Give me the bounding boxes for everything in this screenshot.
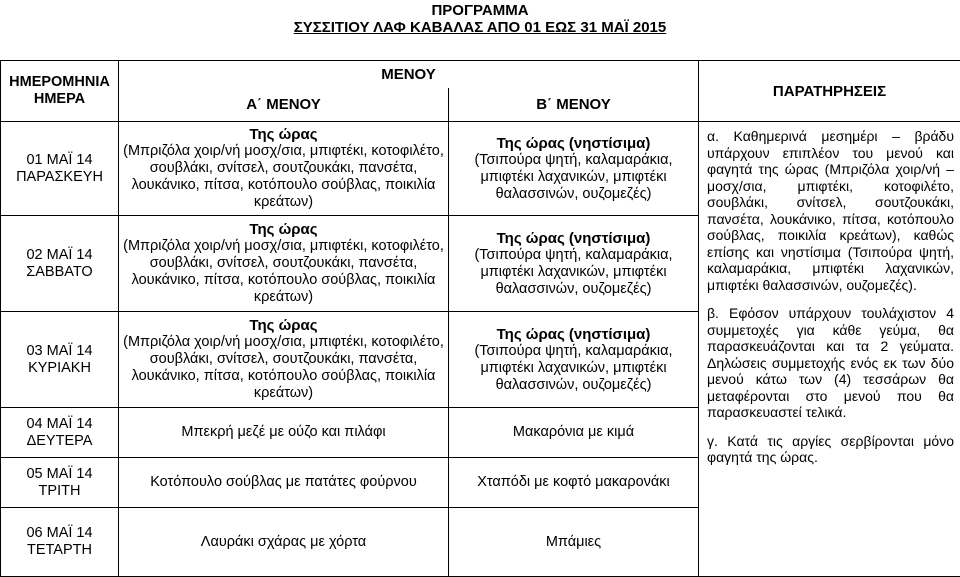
menu-a-cell [119, 312, 449, 408]
notes-cell [699, 122, 960, 577]
note-a: α. Καθημερινά μεσημέρι – βράδυ υπάρχουν επιπλέον του μενού και φαγητά της ώρας (Μπριζόλα χοιρ/νή – μοσχ/σια, μπιφτέκι, κοτοφιλέτο, σουβλάκι, σνίτσελ, σουτζουκάκι, πανσέτα, λουκάνικο, πίτσα, κοτόπουλο σούβλας, ποικιλία κρεάτων), καθώς επίσης και νηστίσιμα (Τσιπούρα ψητή, καλαμαράκια, μπιφτέκι λαχανικών, μπιφτέκι θαλασσινών, ουζομεζές). [707, 128, 954, 293]
header-date: ΗΜΕΡΟΜΗΝΙΑ ΗΜΕΡΑ [1, 61, 119, 122]
menu-b-text: (Τσιπούρα ψητή, καλαμαράκια, μπιφτέκι λαχανικών, μπιφτέκι θαλασσινών, ουζομεζές) [474, 151, 673, 202]
menu-a-cell [119, 122, 449, 216]
menu-b-text: Χταπόδι με κοφτό μακαρονάκι [449, 458, 699, 508]
menu-a-heading: Της ώρας [249, 221, 318, 238]
date-cell [1, 458, 119, 508]
menu-a-cell [119, 216, 449, 312]
weekday: ΠΑΡΑΣΚΕΥΗ [16, 168, 103, 185]
header-menu-b: Β΄ ΜΕΝΟΥ [449, 88, 699, 122]
menu-b-cell [449, 216, 699, 312]
menu-a-text: (Μπριζόλα χοιρ/νή μοσχ/σια, μπιφτέκι, κοτοφιλέτο, σουβλάκι, σνίτσελ, σουτζουκάκι, πανσέτα, λουκάνικο, πίτσα, κοτόπουλο σούβλας, ποικιλία κρεάτων) [123, 238, 444, 305]
weekday: ΣΑΒΒΑΤΟ [26, 263, 93, 280]
date-cell [1, 408, 119, 458]
menu-a-text: Λαυράκι σχάρας με χόρτα [119, 508, 449, 577]
menu-b-heading: Της ώρας (νηστίσιμα) [496, 134, 651, 152]
menu-b-text: Μπάμιες [449, 508, 699, 577]
date: 02 ΜΑΪ 14 [26, 246, 93, 263]
menu-b-cell [449, 122, 699, 216]
menu-a-text: Κοτόπουλο σούβλας με πατάτες φούρνου [119, 458, 449, 508]
date: 04 ΜΑΪ 14 [26, 415, 93, 432]
date-cell [1, 216, 119, 312]
menu-a-heading: Της ώρας [249, 317, 318, 334]
date-cell [1, 508, 119, 577]
weekday: ΤΕΤΑΡΤΗ [27, 542, 92, 558]
date: 06 ΜΑΪ 14 [26, 525, 93, 541]
menu-a-text: Μπεκρή μεζέ με ούζο και πιλάφι [119, 408, 449, 458]
menu-a-text: (Μπριζόλα χοιρ/νή μοσχ/σια, μπιφτέκι, κοτοφιλέτο, σουβλάκι, σνίτσελ, σουτζουκάκι, πανσέτα, λουκάνικο, πίτσα, κοτόπουλο σούβλας, ποικιλία κρεάτων) [123, 334, 444, 401]
menu-b-cell [449, 312, 699, 408]
note-c: γ. Κατά τις αργίες σερβίρονται μόνο φαγητά της ώρας. [707, 432, 954, 465]
header-menu: ΜΕΝΟΥ [119, 61, 699, 88]
menu-b-heading: Της ώρας (νηστίσιμα) [496, 325, 651, 343]
table-row [1, 122, 960, 216]
note-b: β. Εφόσον υπάρχουν τουλάχιστον 4 συμμετοχές για κάθε γεύμα, θα παρασκευάζονται και τα 2 γεύματα. Δηλώσεις συμμετοχής ενός εκ των δύο μενού κάτω των (4) τεσσάρων θα μεταφέρονται στο μενού που θα παρασκευαστεί τελικά. [707, 305, 954, 420]
weekday: ΤΡΙΤΗ [38, 482, 81, 499]
date-cell [1, 312, 119, 408]
header-notes: ΠΑΡΑΤΗΡΗΣΕΙΣ [699, 61, 960, 122]
document-title: ΠΡΟΓΡΑΜΜΑ [431, 2, 529, 19]
weekday: ΔΕΥΤΕΡΑ [26, 432, 93, 449]
date-cell [1, 122, 119, 216]
menu-b-heading: Της ώρας (νηστίσιμα) [496, 229, 651, 247]
date: 05 ΜΑΪ 14 [26, 465, 93, 482]
menu-b-text: Μακαρόνια με κιμά [449, 408, 699, 458]
menu-a-text: (Μπριζόλα χοιρ/νή μοσχ/σια, μπιφτέκι, κοτοφιλέτο, σουβλάκι, σνίτσελ, σουτζουκάκι, πανσέτα, λουκάνικο, πίτσα, κοτόπουλο σούβλας, ποικιλία κρεάτων) [123, 143, 444, 210]
document-subtitle: ΣΥΣΣΙΤΙΟΥ ΛΑΦ ΚΑΒΑΛΑΣ ΑΠΟ 01 ΕΩΣ 31 ΜΑΪ 2015 [293, 19, 667, 36]
date: 03 ΜΑΪ 14 [26, 342, 93, 359]
date: 01 ΜΑΪ 14 [26, 151, 93, 168]
menu-schedule-table [0, 60, 960, 577]
menu-b-text: (Τσιπούρα ψητή, καλαμαράκια, μπιφτέκι λαχανικών, μπιφτέκι θαλασσινών, ουζομεζές) [474, 246, 673, 297]
header-menu-a: Α΄ ΜΕΝΟΥ [119, 88, 449, 122]
menu-a-heading: Της ώρας [249, 126, 318, 143]
menu-b-text: (Τσιπούρα ψητή, καλαμαράκια, μπιφτέκι λαχανικών, μπιφτέκι θαλασσινών, ουζομεζές) [474, 342, 673, 393]
weekday: ΚΥΡΙΑΚΗ [28, 359, 91, 376]
